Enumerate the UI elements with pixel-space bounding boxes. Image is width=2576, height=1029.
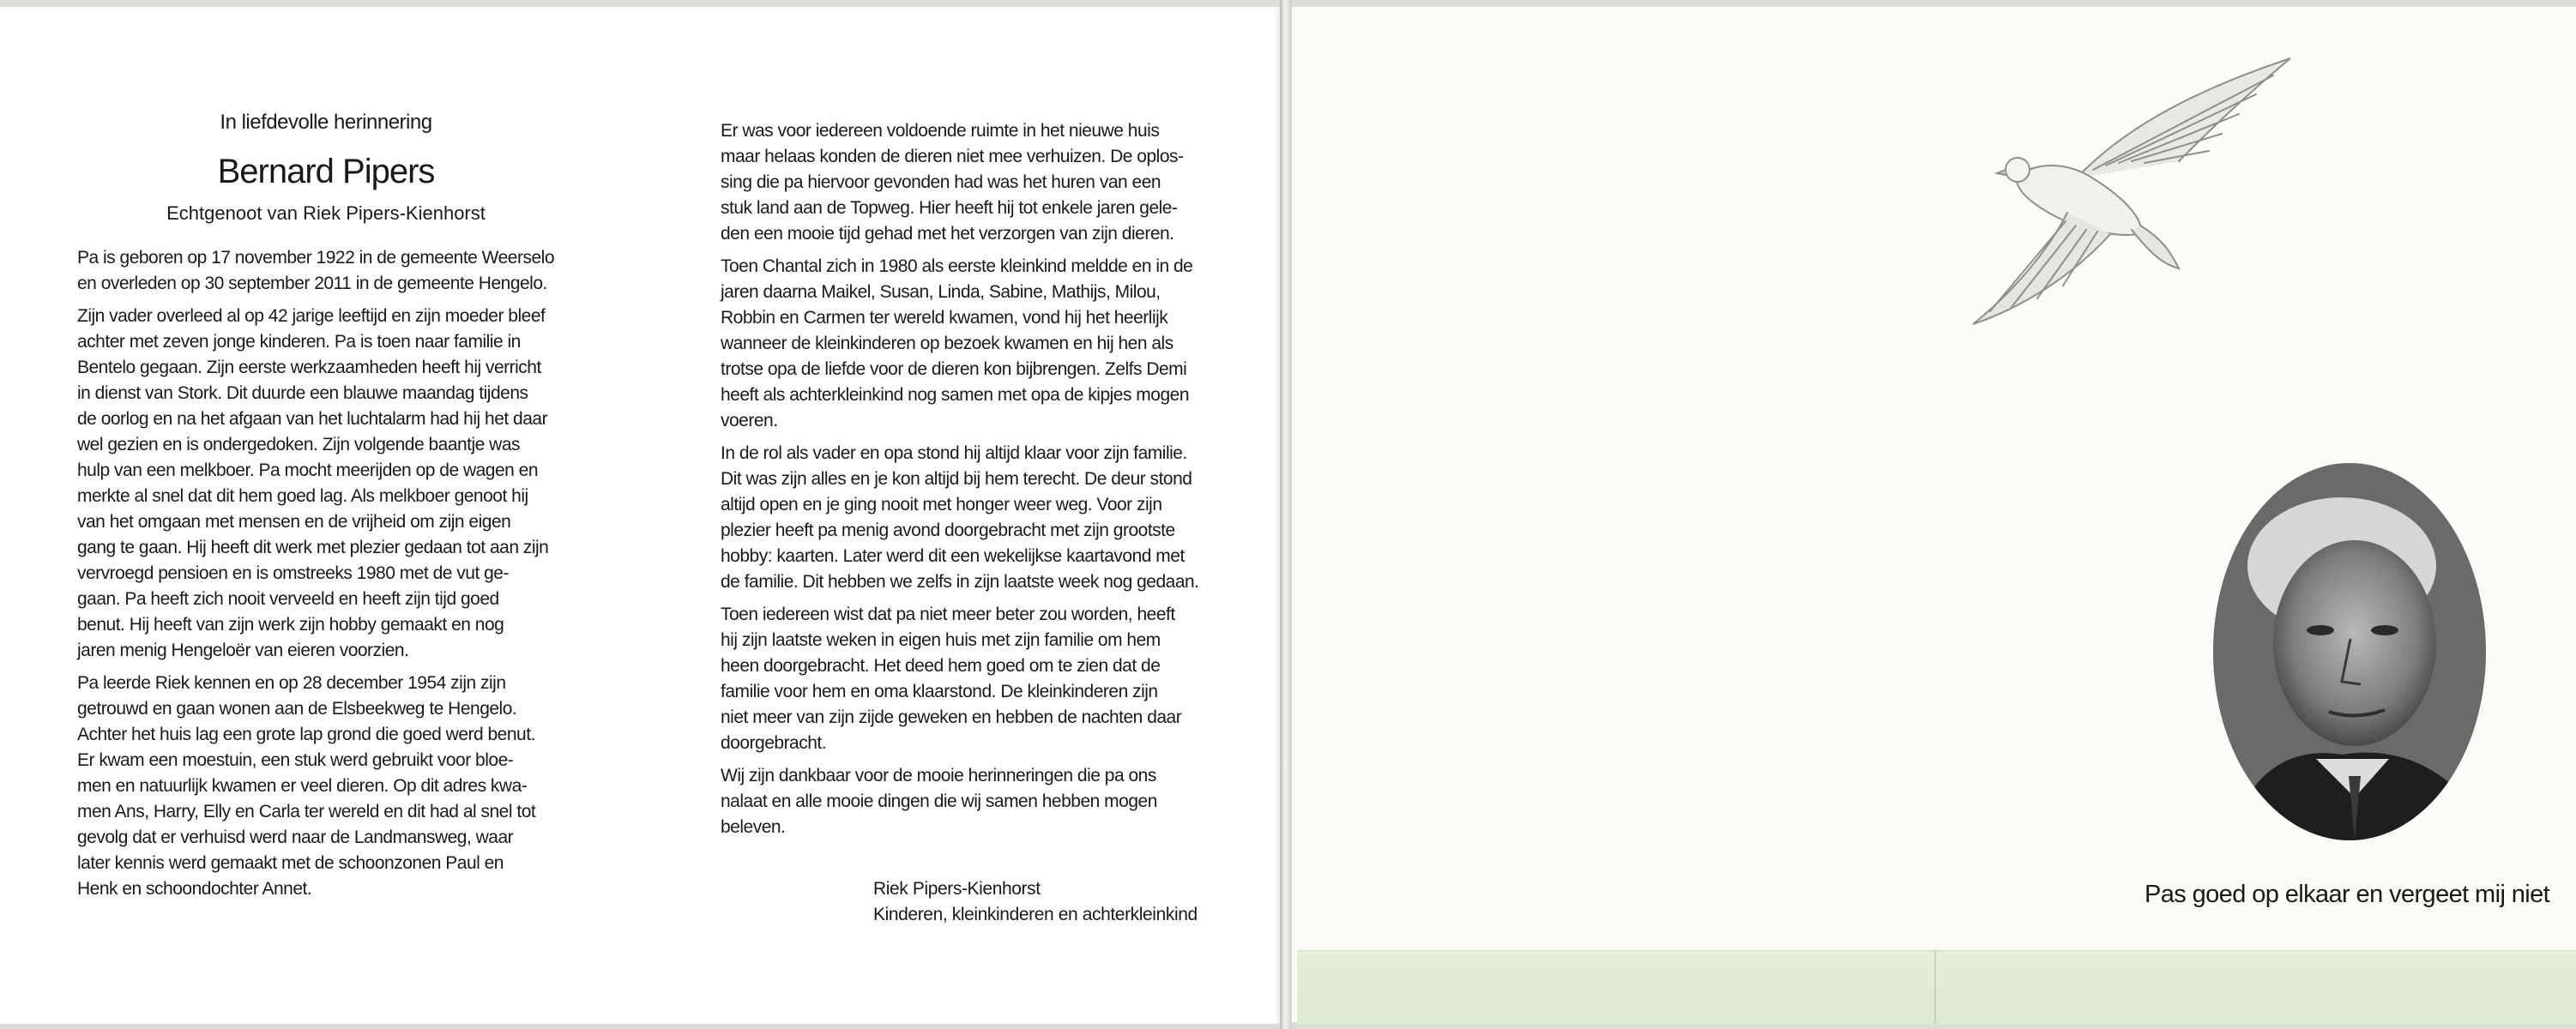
cover-motto: Pas goed op elkaar en vergeet mij niet bbox=[2145, 881, 2550, 908]
paragraph-work-life: Zijn vader overleed al op 42 jarige leeftijd en zijn moeder bleef achter met zeven jonge kinderen. Pa is toen naar familie in Bentelo gegaan. Zijn eerste werkzaamheden heeft hij verricht in dienst van Stork. Dit duurde een blauwe maandag tijdens de oorlog en na het afgaan van het luchtalarm had hij het daar wel gezien en is ondergedoken. Zijn volgende baantje was hulp van een melkboer. Pa mocht meerijden op de wagen en merkte al snel dat dit hem goed lag. Als melkboer genoot hij van het omgaan met mensen en de vrijheid om zijn eigen gang te gaan. Hij heeft dit werk met plezier gedaan tot aan zijn vervroegd pensioen en is omstreeks 1980 met de vut ge- gaan. Pa heeft zich nooit verveeld en heeft zijn tijd goed benut. Hij heeft van zijn werk zijn hobby gemaakt en nog jaren menig Hengeloër van eieren voorzien. bbox=[77, 306, 549, 660]
intro-line: In liefdevolle herinnering bbox=[220, 111, 432, 134]
signature-block bbox=[873, 876, 1234, 928]
paragraph-grandchildren: Toen Chantal zich in 1980 als eerste kleinkind meldde en in de jaren daarna Maikel, Susan, Linda, Sabine, Mathijs, Milou, Robbin en Carmen ter wereld kwamen, vond hij het heerlijk wanneer de kleinkinderen op bezoek kwamen en hij hen als trotse opa de liefde voor de dieren kon bijbrengen. Zelfs Demi heeft als achterkleinkind nog samen met opa de kipjes mogen voeren. bbox=[721, 256, 1193, 430]
paragraph-new-house: Er was voor iedereen voldoende ruimte in het nieuwe huis maar helaas konden de dieren niet mee verhuizen. De oplos- sing die pa hiervoor gevonden had was het huren van een stuk land aan de Topweg. Hier heeft hij tot enkele jaren gele- den een mooie tijd gehad met het verzorgen van zijn dieren. bbox=[721, 121, 1184, 244]
paragraph-marriage: Pa leerde Riek kennen en op 28 december 1954 zijn zijn getrouwd en gaan wonen aan de Elsbeekweg te Hengelo. Achter het huis lag een grote lap grond die goed werd benut. Er kwam een moestuin, een stuk werd gebruikt voor bloe- men en natuurlijk kwamen er veel dieren. Op dit adres kwa- men Ans, Harry, Elly en Carla ter wereld en dit had al snel tot gevolg dat er verhuisd werd naar de Landmansweg, waar later kennis werd gemaakt met de schoonzonen Paul en Henk en schoondochter Annet. bbox=[77, 673, 536, 899]
card-fold bbox=[1280, 0, 1292, 1029]
portrait-icon bbox=[2213, 463, 2486, 840]
signature-family: Kinderen, kleinkinderen en achterkleinkind bbox=[873, 905, 1198, 924]
left-text-column bbox=[77, 103, 575, 909]
portrait-drawing bbox=[2213, 463, 2486, 840]
paragraph-last-weeks: Toen iedereen wist dat pa niet meer beter zou worden, heeft hij zijn laatste weken in eigen huis met zijn familie om hem heen doorgebracht. Het deed hem goed om te zien dat de familie voor hem en oma klaarstond. De kleinkinderen zijn niet meer van zijn zijde geweken en hebben de nachten daar doorgebracht. bbox=[721, 605, 1182, 753]
right-text-column bbox=[721, 118, 1216, 847]
spouse-line: Echtgenoot van Riek Pipers-Kienhorst bbox=[166, 202, 486, 224]
card-heading bbox=[77, 110, 575, 226]
strip-divider bbox=[1934, 950, 1936, 1024]
cover-bottom-strip bbox=[1297, 950, 2576, 1025]
paragraph-birth: Pa is geboren op 17 november 1922 in de gemeente Weerselo en overleden op 30 september 2011 in de gemeente Hengelo. bbox=[77, 248, 555, 293]
paragraph-gratitude: Wij zijn dankbaar voor de mooie herinneringen die pa ons nalaat en alle mooie dingen die wij samen hebben mogen beleven. bbox=[721, 766, 1157, 837]
deceased-name: Bernard Pipers bbox=[217, 153, 435, 190]
paragraph-family: In de rol als vader en opa stond hij altijd klaar voor zijn familie. Dit was zijn alles en je kon altijd bij hem terecht. De deur stond altijd open en je ging nooit met honger weer weg. Voor zijn plezier heeft pa menig avond doorgebracht met zijn grootste hobby: kaarten. Later werd dit een wekelijkse kaartavond met de familie. Dit hebben we zelfs in zijn laatste week nog gedaan. bbox=[721, 443, 1199, 592]
dove-icon bbox=[1964, 50, 2308, 341]
signature-spouse: Riek Pipers-Kienhorst bbox=[873, 879, 1041, 899]
